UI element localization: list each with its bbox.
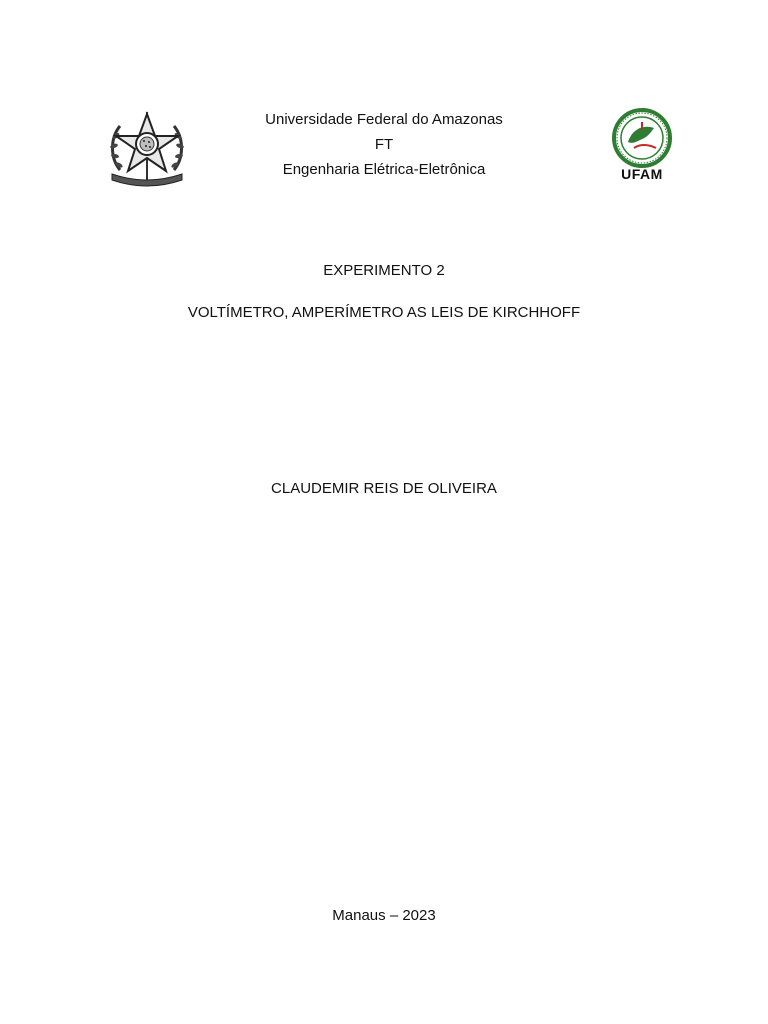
experiment-subject: VOLTÍMETRO, AMPERÍMETRO AS LEIS DE KIRCHHOFF (187, 304, 581, 321)
experiment-title: EXPERIMENTO 2 (323, 262, 445, 279)
author-name: CLAUDEMIR REIS DE OLIVEIRA (271, 480, 497, 497)
place-and-year: Manaus – 2023 (332, 907, 436, 924)
university-name: Universidade Federal do Amazonas (265, 111, 503, 128)
course-name: Engenharia Elétrica-Eletrônica (282, 161, 486, 178)
faculty-name: FT (374, 136, 394, 153)
ufam-logo-label: UFAM (621, 166, 663, 180)
